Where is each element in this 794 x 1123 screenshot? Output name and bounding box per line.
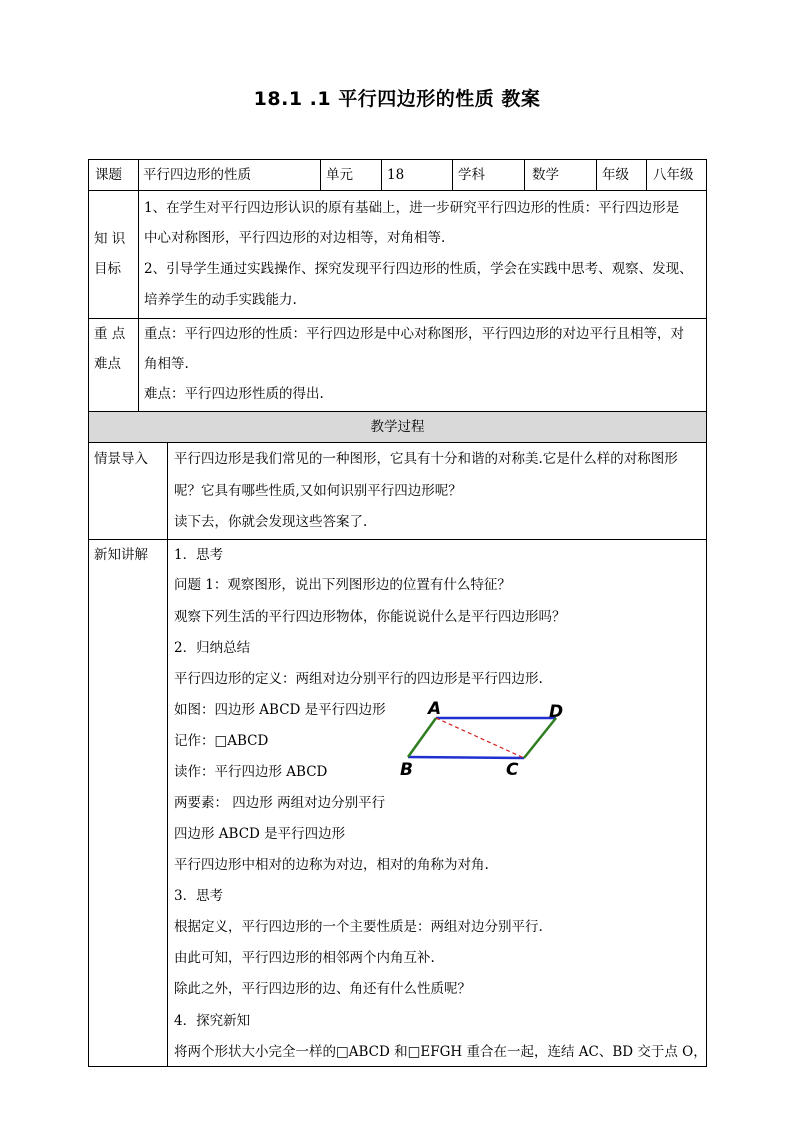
keypoints-line: 难点：平行四边形性质的得出. <box>144 386 324 402</box>
subject-label: 学科 <box>458 167 485 183</box>
new-knowledge-label: 新知讲解 <box>94 547 148 563</box>
new-knowledge-line: 观察下列生活的平行四边形物体，你能说说什么是平行四边形吗？ <box>174 609 566 625</box>
new-knowledge-line: 四边形 ABCD 是平行四边形 <box>174 826 346 842</box>
keypoints-label-line2: 难点 <box>94 356 121 372</box>
new-knowledge-line: 问题 1：观察图形，说出下列图形边的位置有什么特征？ <box>174 577 511 593</box>
side-ab <box>408 718 436 757</box>
intro-line: 读下去，你就会发现这些答案了. <box>174 514 368 530</box>
table-border <box>167 442 168 1066</box>
goals-line: 2、引导学生通过实践操作、探究发现平行四边形的性质，学会在实践中思考、观察、发现、 <box>144 261 693 277</box>
table-border <box>138 159 139 411</box>
table-border <box>706 159 707 1067</box>
parallelogram-figure <box>396 696 576 784</box>
intro-label: 情景导入 <box>94 451 148 467</box>
new-knowledge-line: 由此可知，平行四边形的相邻两个内角互补. <box>174 950 435 966</box>
table-border <box>88 190 707 191</box>
new-knowledge-line: 两要素： 四边形 两组对边分别平行 <box>174 795 386 811</box>
new-knowledge-line: 将两个形状大小完全一样的□ABCD 和□EFGH 重合在一起，连结 AC、BD 交于点 O， <box>174 1044 707 1060</box>
diagonal-ac <box>436 718 524 758</box>
intro-line: 平行四边形是我们常见的一种图形，它具有十分和谐的对称美.它是什么样的对称图形 <box>174 451 678 467</box>
new-knowledge-line: 根据定义，平行四边形的一个主要性质是：两组对边分别平行. <box>174 919 543 935</box>
new-knowledge-line: 如图：四边形 ABCD 是平行四边形 <box>174 702 386 718</box>
keypoints-line: 角相等. <box>144 356 189 372</box>
topic-value: 平行四边形的性质 <box>143 167 251 183</box>
table-border <box>596 159 597 190</box>
page-title: 18.1 .1 平行四边形的性质 教案 <box>253 88 541 110</box>
vertex-label-a: A <box>428 699 442 719</box>
goals-label-line2: 目标 <box>94 261 121 277</box>
table-border <box>524 159 525 190</box>
new-knowledge-line: 4．探究新知 <box>174 1013 251 1029</box>
new-knowledge-line: 平行四边形的定义：两组对边分别平行的四边形是平行四边形. <box>174 671 543 687</box>
new-knowledge-line: 3．思考 <box>174 888 224 904</box>
new-knowledge-line: 1．思考 <box>174 547 224 563</box>
table-border <box>320 159 321 190</box>
grade-value: 八年级 <box>653 167 694 183</box>
intro-line: 呢？它具有哪些性质,又如何识别平行四边形呢？ <box>174 483 462 499</box>
topic-label: 课题 <box>95 167 122 183</box>
vertex-label-c: C <box>506 760 519 780</box>
new-knowledge-line: 平行四边形中相对的边称为对边，相对的角称为对角. <box>174 857 489 873</box>
vertex-label-b: B <box>400 760 413 780</box>
goals-line: 中心对称图形，平行四边形的对边相等，对角相等. <box>144 230 446 246</box>
new-knowledge-line: 2．归纳总结 <box>174 640 251 656</box>
unit-value: 18 <box>387 167 405 183</box>
keypoints-line: 重点：平行四边形的性质：平行四边形是中心对称图形，平行四边形的对边平行且相等，对 <box>144 326 684 342</box>
table-border <box>381 159 382 190</box>
vertex-label-d: D <box>549 702 564 722</box>
subject-value: 数学 <box>532 167 559 183</box>
table-border <box>452 159 453 190</box>
grade-label: 年级 <box>602 167 629 183</box>
process-header: 教学过程 <box>370 419 425 435</box>
table-border <box>646 159 647 190</box>
new-knowledge-line: 记作：□ABCD <box>174 733 269 749</box>
side-bc <box>408 757 524 758</box>
keypoints-label-line1: 重 点 <box>94 326 126 342</box>
unit-label: 单元 <box>326 167 353 183</box>
table-border <box>88 442 707 443</box>
table-border <box>88 159 89 1067</box>
new-knowledge-line: 读作：平行四边形 ABCD <box>174 764 328 780</box>
side-dc <box>524 718 556 758</box>
new-knowledge-line: 除此之外，平行四边形的边、角还有什么性质呢？ <box>174 981 471 997</box>
goals-line: 1、在学生对平行四边形认识的原有基础上，进一步研究平行四边形的性质：平行四边形是 <box>144 200 680 216</box>
goals-label-line1: 知 识 <box>94 231 126 247</box>
goals-line: 培养学生的动手实践能力. <box>144 292 297 308</box>
